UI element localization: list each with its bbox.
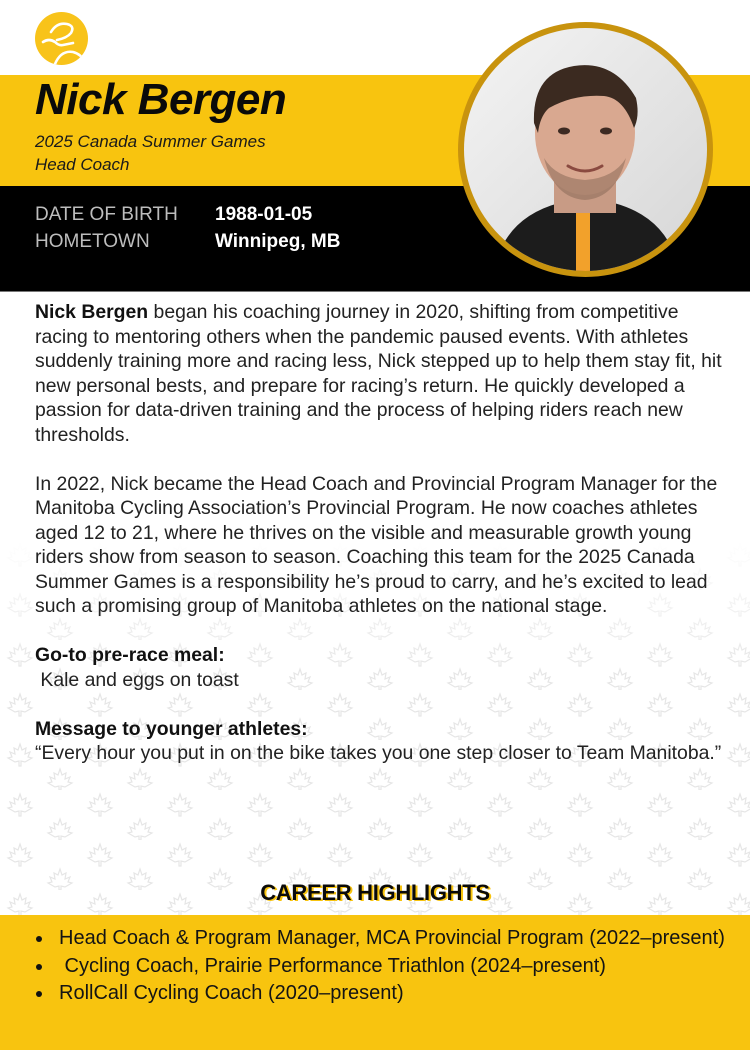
coach-role: [35, 130, 266, 176]
bio-paragraph-1: [35, 300, 725, 447]
person-portrait-icon: [464, 28, 707, 271]
coach-name: Nick Bergen: [35, 75, 287, 124]
highlight-item: Head Coach & Program Manager, MCA Provincial Program (2022–present): [35, 925, 725, 953]
bio-section: [35, 300, 725, 790]
portrait-photo: [464, 28, 707, 271]
role-event: 2025 Canada Summer Games: [35, 132, 266, 151]
qa-pre-race-meal: [35, 643, 725, 692]
role-title: Head Coach: [35, 155, 130, 174]
highlight-item: Cycling Coach, Prairie Performance Triathlon (2024–present): [35, 953, 725, 981]
qa-answer: Kale and eggs on toast: [35, 668, 239, 691]
qa-answer: “Every hour you put in on the bike takes you one step closer to Team Manitoba.”: [35, 742, 722, 764]
bio-text-1: began his coaching journey in 2020, shifting from competitive racing to mentoring others when the pandemic paused events. With athletes suddenly training more and racing less, Nick stepped up to help them stay fit, hit new personal bests, and prepare for racing’s return. He quickly developed a passion for data-driven training and the process of helping riders reach new thresholds.: [35, 301, 722, 446]
bio-paragraph-2: In 2022, Nick became the Head Coach and Provincial Program Manager for the Manitoba Cycling Association’s Provincial Program. He now coaches athletes aged 12 to 21, where he thrives on the visible and measurable growth young riders show from season to season. Coaching this team for the 2025 Canada Summer Games is a responsibility he’s proud to carry, and he’s excited to lead such a promising group of Manitoba athletes on the national stage.: [35, 472, 718, 617]
qa-label: Go-to pre-race meal:: [35, 644, 225, 666]
dob-value: 1988-01-05: [215, 204, 313, 225]
hometown-label: HOMETOWN: [35, 231, 150, 252]
bio-name: Nick Bergen: [35, 301, 149, 323]
qa-message: [35, 717, 725, 766]
cycling-logo-icon: [35, 12, 88, 65]
hometown-value: Winnipeg, MB: [215, 231, 341, 252]
dob-label: DATE OF BIRTH: [35, 204, 178, 225]
career-highlights-list: [35, 925, 725, 1008]
qa-label: Message to younger athletes:: [35, 717, 308, 740]
highlight-item: RollCall Cycling Coach (2020–present): [35, 980, 725, 1008]
career-highlights-heading: CAREER HIGHLIGHTS: [260, 880, 490, 905]
portrait-frame: [458, 22, 713, 277]
